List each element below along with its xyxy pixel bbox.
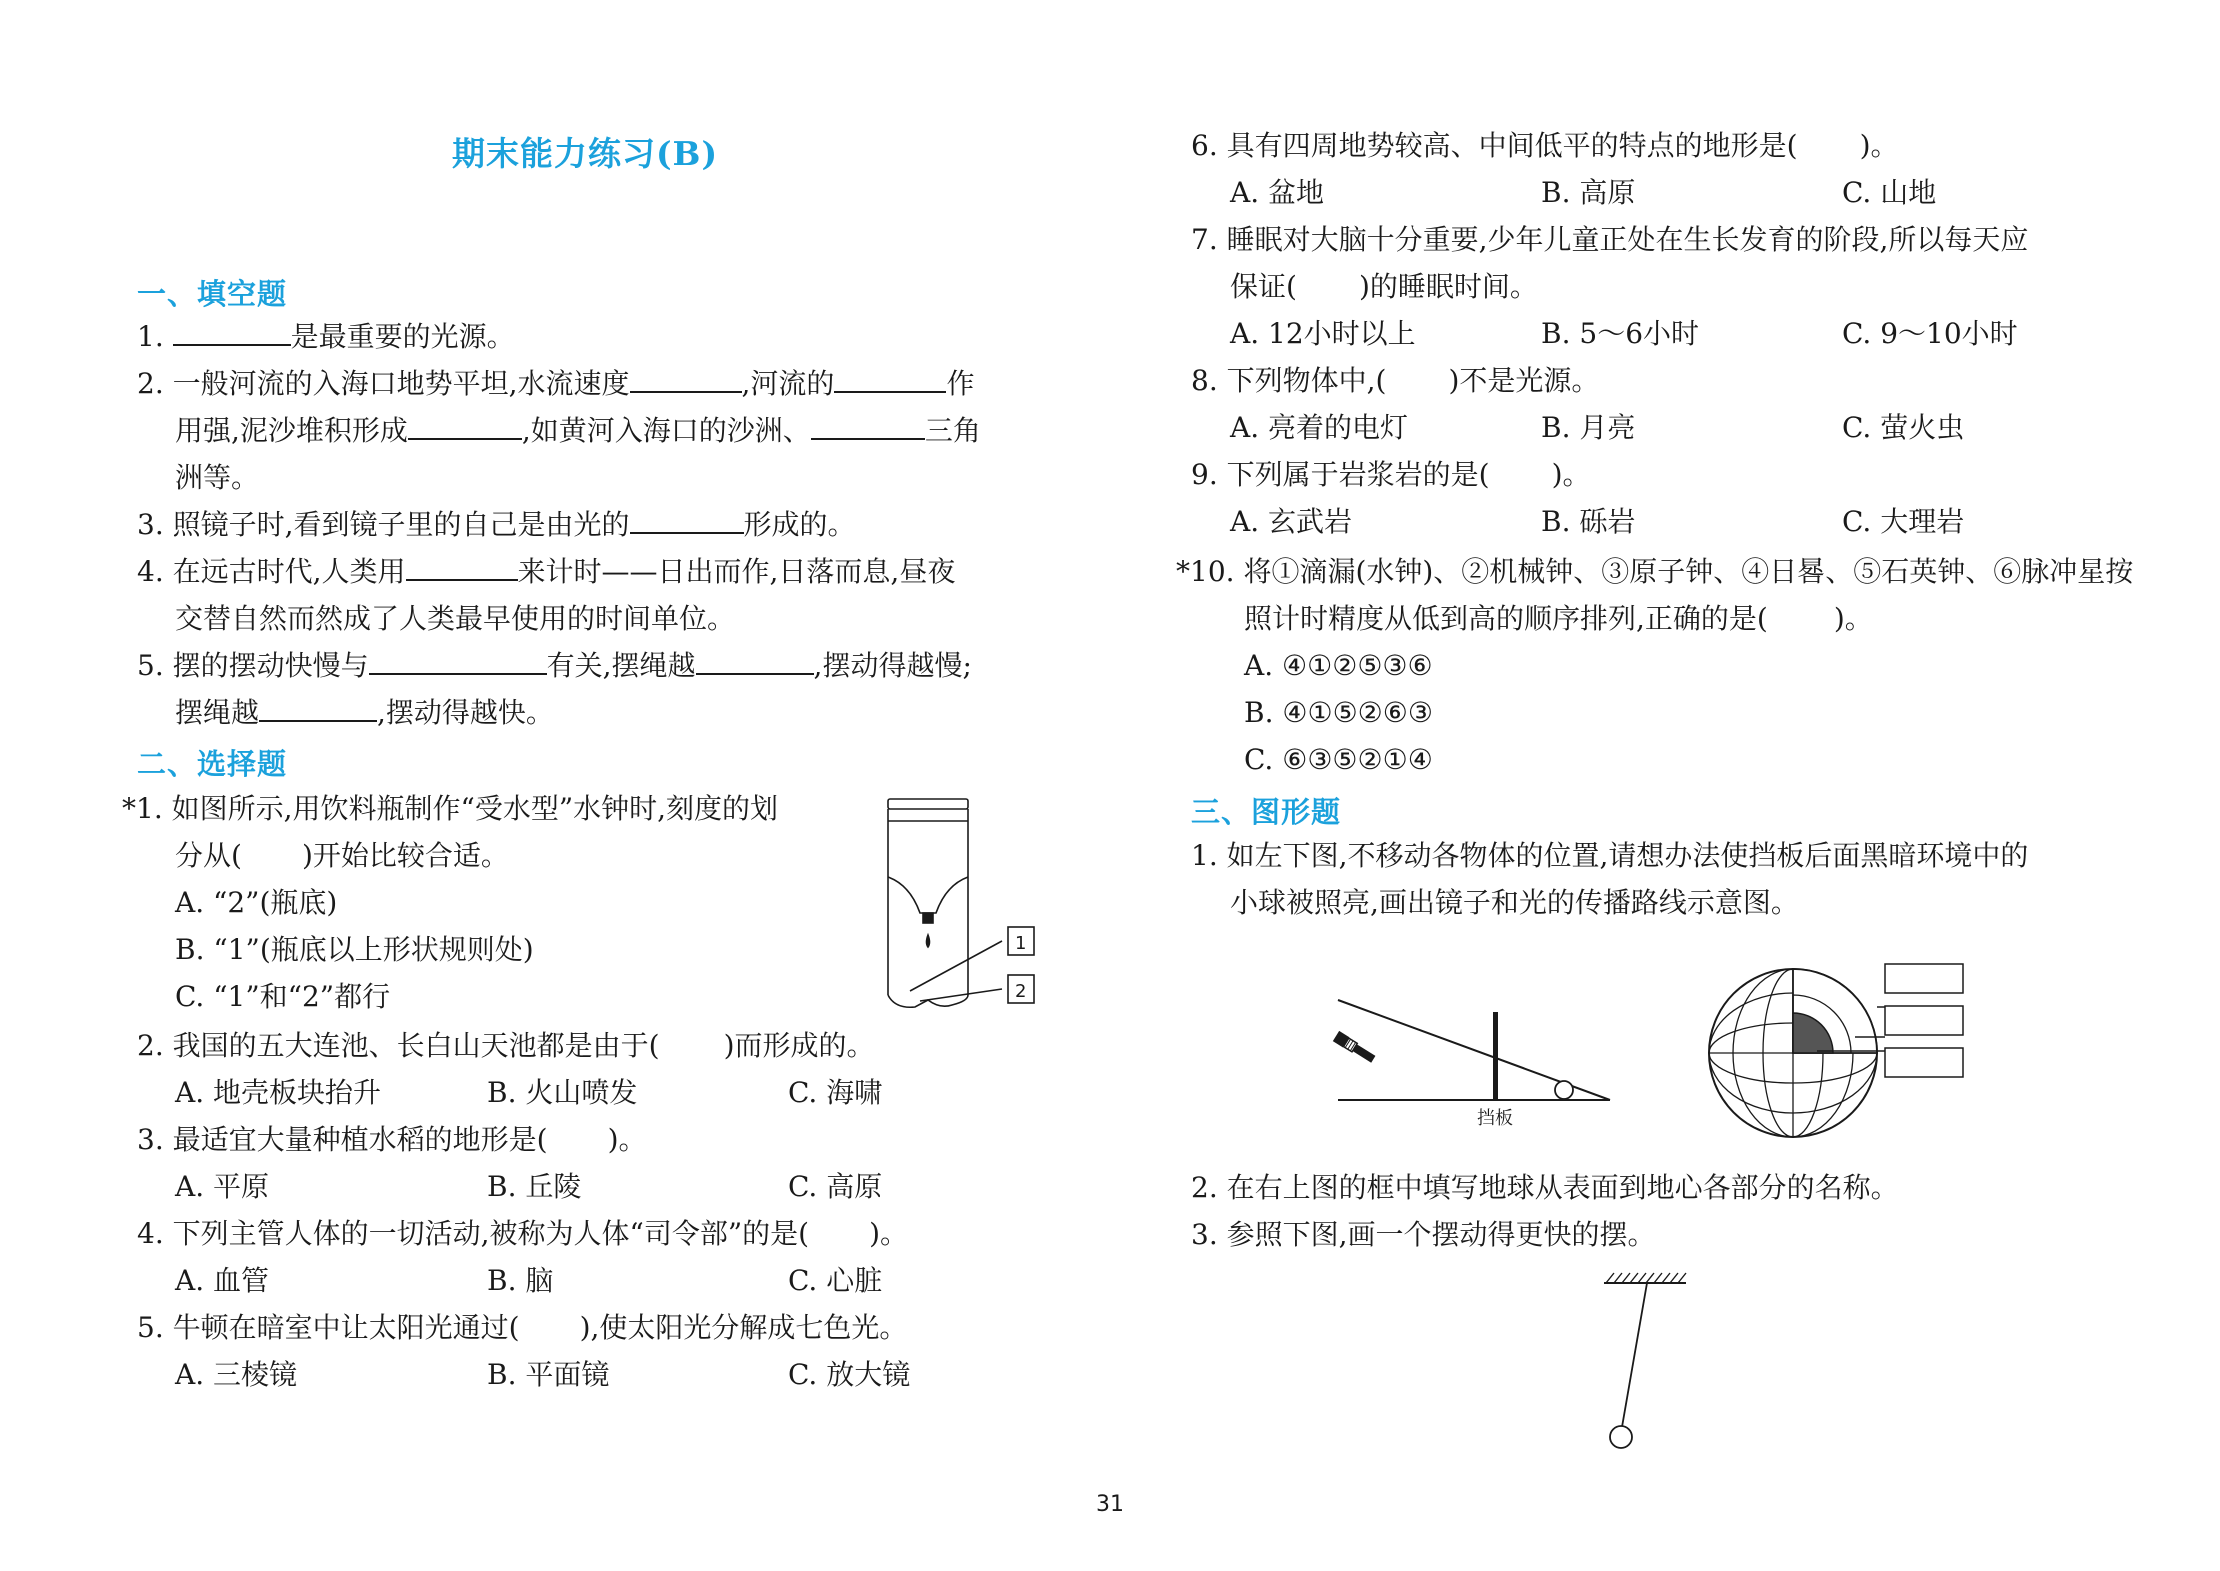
answer-blank[interactable] <box>408 414 522 440</box>
pendulum-bob <box>1610 1426 1632 1448</box>
fill-question-2-line-3: 洲等。 <box>175 461 260 494</box>
layer-label-box-1[interactable] <box>1885 964 1963 993</box>
answer-blank[interactable] <box>834 367 946 393</box>
choice-6-option-a[interactable]: A. 盆地 <box>1230 176 1325 209</box>
figure-question-1-line-2: 小球被照亮,画出镜子和光的传播路线示意图。 <box>1230 886 1799 919</box>
choice-8-option-c[interactable]: C. 萤火虫 <box>1842 411 1965 444</box>
figure-question-2: 2. 在右上图的框中填写地球从表面到地心各部分的名称。 <box>1191 1171 1899 1204</box>
section-heading-choice: 二、选择题 <box>137 747 288 781</box>
board-label: 挡板 <box>1477 1108 1513 1129</box>
funnel-spout <box>923 913 933 923</box>
choice-8-option-a[interactable]: A. 亮着的电灯 <box>1230 411 1409 444</box>
choice-3-option-a[interactable]: A. 平原 <box>175 1170 270 1203</box>
choice-9-option-b[interactable]: B. 砾岩 <box>1541 505 1636 538</box>
fill-question-4-line-2: 交替自然而然成了人类最早使用的时间单位。 <box>175 602 736 635</box>
pendulum-string <box>1622 1283 1647 1427</box>
choice-10-option-c[interactable]: C. ⑥③⑤②①④ <box>1244 743 1433 776</box>
choice-2-option-a[interactable]: A. 地壳板块抬升 <box>175 1076 382 1109</box>
choice-9-option-a[interactable]: A. 玄武岩 <box>1230 505 1353 538</box>
bottle-bottom <box>888 995 968 1007</box>
choice-4-option-c[interactable]: C. 心脏 <box>788 1264 883 1297</box>
layer-label-box-2[interactable] <box>1885 1006 1963 1035</box>
answer-blank[interactable] <box>630 367 742 393</box>
water-drop <box>927 935 930 947</box>
answer-blank[interactable] <box>406 555 518 581</box>
bottle-cap-rim <box>888 799 968 809</box>
choice-2-option-c[interactable]: C. 海啸 <box>788 1076 883 1109</box>
answer-blank[interactable] <box>696 649 814 675</box>
choice-question-9: 9. 下列属于岩浆岩的是( )。 <box>1191 458 1591 491</box>
choice-question-1-line-2: 分从( )开始比较合适。 <box>175 839 509 872</box>
answer-blank[interactable] <box>811 414 925 440</box>
choice-question-8: 8. 下列物体中,( )不是光源。 <box>1191 364 1600 397</box>
choice-7-option-c[interactable]: C. 9～10小时 <box>1842 317 2018 350</box>
choice-question-1: *1. 如图所示,用饮料瓶制作“受水型”水钟时,刻度的划 <box>122 792 779 825</box>
flashlight-icon <box>1333 1031 1377 1064</box>
water-clock-figure <box>870 795 1070 1025</box>
choice-4-option-b[interactable]: B. 脑 <box>487 1264 554 1297</box>
answer-blank[interactable] <box>259 696 377 722</box>
fill-question-2: 2. 一般河流的入海口地势平坦,水流速度 ,河流的 作 <box>137 367 975 400</box>
pendulum-figure <box>1590 1265 1700 1455</box>
section-heading-figure: 三、图形题 <box>1191 795 1342 829</box>
choice-question-2: 2. 我国的五大连池、长白山天池都是由于( )而形成的。 <box>137 1029 875 1062</box>
figure-label-2: 2 <box>1015 981 1027 1002</box>
section-heading-fill: 一、填空题 <box>137 277 288 311</box>
fill-question-5: 5. 摆的摆动快慢与 有关,摆绳越 ,摆动得越慢; <box>137 649 972 682</box>
figure-label-1: 1 <box>1015 933 1027 954</box>
choice-question-4: 4. 下列主管人体的一切活动,被称为人体“司令部”的是( )。 <box>137 1217 909 1250</box>
figure-question-3: 3. 参照下图,画一个摆动得更快的摆。 <box>1191 1218 1656 1251</box>
choice-9-option-c[interactable]: C. 大理岩 <box>1842 505 1965 538</box>
choice-question-7: 7. 睡眠对大脑十分重要,少年儿童正处在生长发育的阶段,所以每天应 <box>1191 223 2029 256</box>
choice-8-option-b[interactable]: B. 月亮 <box>1541 411 1636 444</box>
choice-3-option-b[interactable]: B. 丘陵 <box>487 1170 582 1203</box>
board <box>1493 1012 1498 1100</box>
funnel <box>888 877 968 913</box>
choice-6-option-b[interactable]: B. 高原 <box>1541 176 1636 209</box>
choice-5-option-b[interactable]: B. 平面镜 <box>487 1358 610 1391</box>
choice-question-10-line-2: 照计时精度从低到高的顺序排列,正确的是( )。 <box>1244 602 1873 635</box>
fill-question-4: 4. 在远古时代,人类用 来计时——日出而作,日落而息,昼夜 <box>137 555 956 588</box>
figure-question-1: 1. 如左下图,不移动各物体的位置,请想办法使挡板后面黑暗环境中的 <box>1191 839 2029 872</box>
earth-layers-figure <box>1705 955 1975 1155</box>
fill-question-1: 1. 是最重要的光源。 <box>137 320 515 353</box>
answer-blank[interactable] <box>630 508 744 534</box>
choice-5-option-a[interactable]: A. 三棱镜 <box>175 1358 298 1391</box>
page-title: 期末能力练习(B) <box>451 134 719 173</box>
choice-question-3: 3. 最适宜大量种植水稻的地形是( )。 <box>137 1123 647 1156</box>
choice-1-option-b[interactable]: B. “1”(瓶底以上形状规则处) <box>175 933 534 966</box>
choice-2-option-b[interactable]: B. 火山喷发 <box>487 1076 638 1109</box>
choice-7-option-a[interactable]: A. 12小时以上 <box>1230 317 1416 350</box>
layer-label-box-3[interactable] <box>1885 1048 1963 1077</box>
choice-5-option-c[interactable]: C. 放大镜 <box>788 1358 911 1391</box>
pointer-line-1 <box>910 941 1002 991</box>
choice-4-option-a[interactable]: A. 血管 <box>175 1264 270 1297</box>
choice-question-7-line-2: 保证( )的睡眠时间。 <box>1230 270 1538 303</box>
choice-10-option-b[interactable]: B. ④①⑤②⑥③ <box>1244 696 1433 729</box>
choice-1-option-a[interactable]: A. “2”(瓶底) <box>175 886 338 919</box>
pointer-line-2 <box>920 989 1002 1001</box>
fill-question-2-line-2: 用强,泥沙堆积形成 ,如黄河入海口的沙洲、 三角 <box>175 414 981 447</box>
choice-7-option-b[interactable]: B. 5～6小时 <box>1541 317 1700 350</box>
answer-blank[interactable] <box>369 649 547 675</box>
light-board-figure <box>1320 1000 1620 1140</box>
choice-question-5: 5. 牛顿在暗室中让太阳光通过( ),使太阳光分解成七色光。 <box>137 1311 908 1344</box>
choice-10-option-a[interactable]: A. ④①②⑤③⑥ <box>1244 649 1433 682</box>
fill-question-5-line-2: 摆绳越 ,摆动得越快。 <box>175 696 554 729</box>
choice-1-option-c[interactable]: C. “1”和“2”都行 <box>175 980 391 1013</box>
ball <box>1555 1081 1573 1099</box>
fill-question-3: 3. 照镜子时,看到镜子里的自己是由光的 形成的。 <box>137 508 856 541</box>
answer-blank[interactable] <box>173 320 291 346</box>
support-hatching <box>1606 1273 1686 1283</box>
choice-question-6: 6. 具有四周地势较高、中间低平的特点的地形是( )。 <box>1191 129 1899 162</box>
choice-6-option-c[interactable]: C. 山地 <box>1842 176 1937 209</box>
choice-3-option-c[interactable]: C. 高原 <box>788 1170 883 1203</box>
choice-question-10: *10. 将①滴漏(水钟)、②机械钟、③原子钟、④日晷、⑤石英钟、⑥脉冲星按 <box>1176 555 2134 588</box>
page-number: 31 <box>1096 1492 1124 1517</box>
